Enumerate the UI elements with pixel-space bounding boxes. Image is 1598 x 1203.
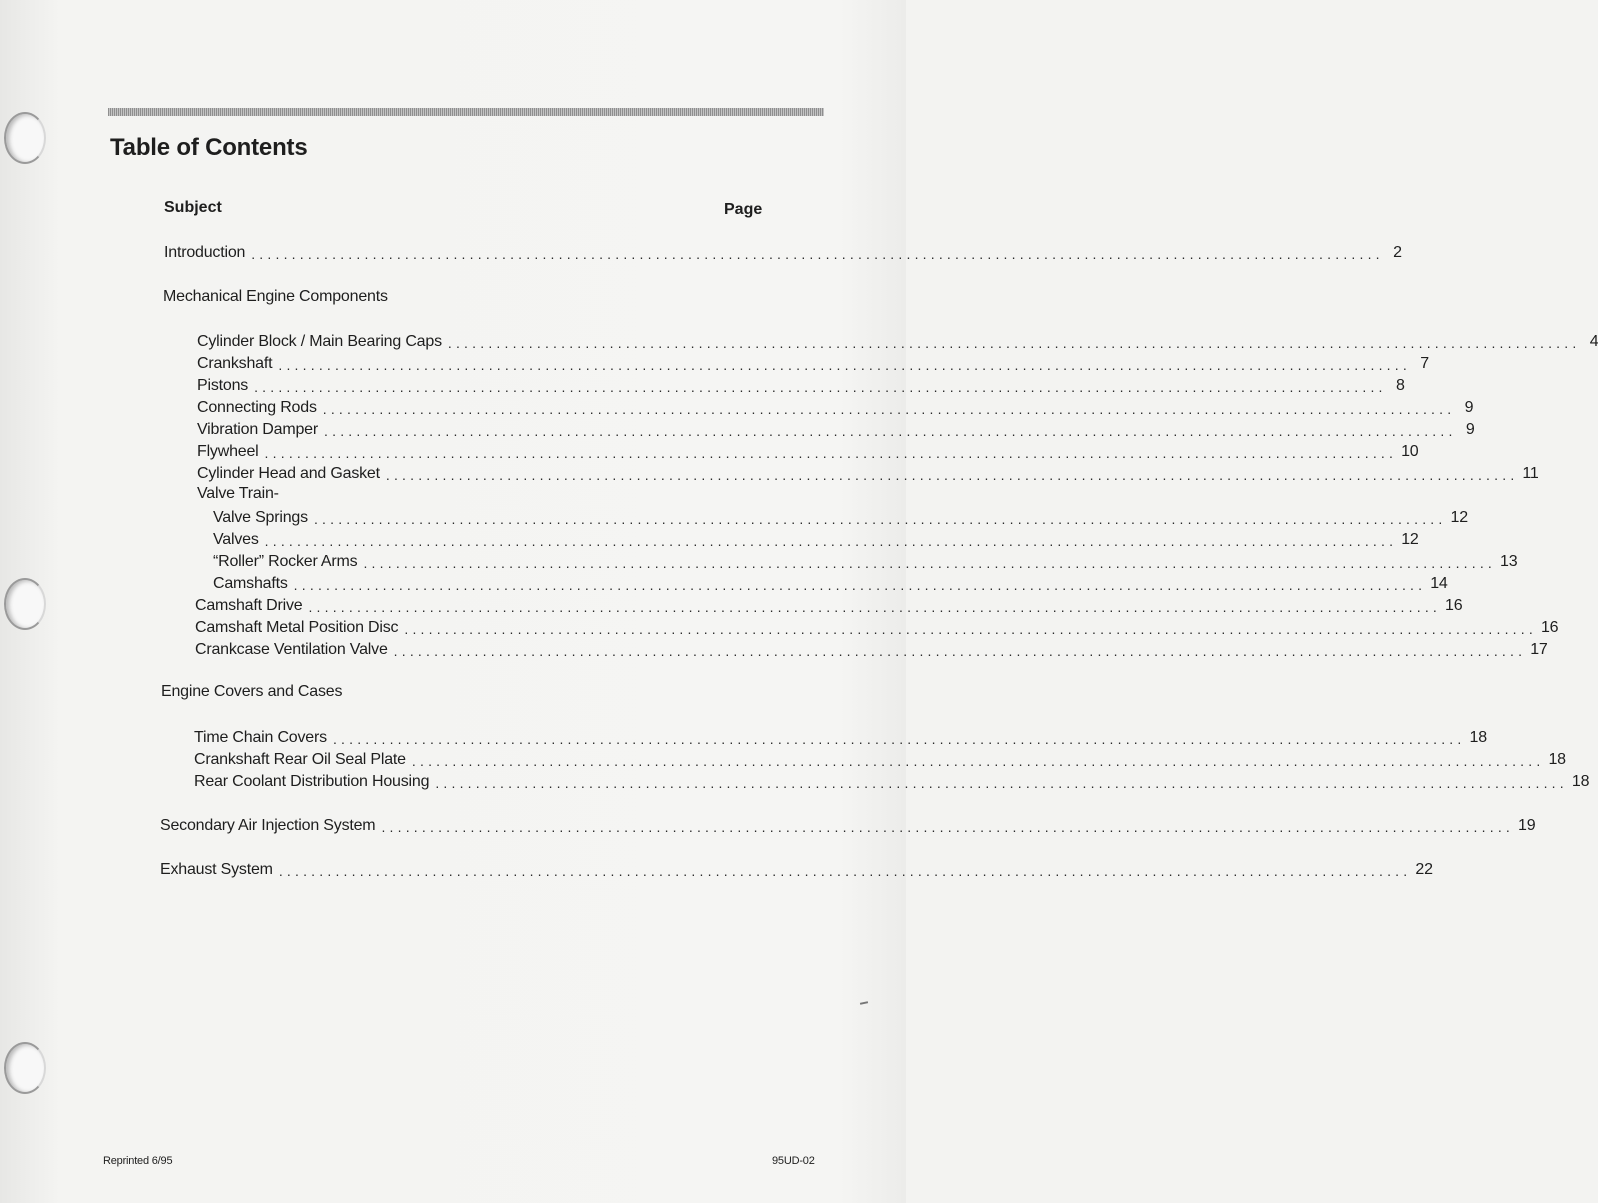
toc-entry-label: “Roller” Rocker Arms <box>213 553 358 570</box>
header-rule <box>108 108 824 116</box>
toc-page-number: 18 <box>1571 773 1590 790</box>
toc-entry-label: Flywheel <box>197 443 259 460</box>
dot-leader: ............................................................................................................................................ <box>447 335 1581 351</box>
toc-row-oil-seal-plate[interactable] <box>194 749 1566 769</box>
toc-entry-label: Introduction <box>164 244 246 261</box>
dot-leader: ............................................................................................................................................ <box>381 819 1515 835</box>
toc-entry-label: Camshaft Drive <box>195 597 303 614</box>
toc-page-number: 18 <box>1548 751 1566 768</box>
toc-entry-label: Valves <box>213 531 259 548</box>
dot-leader: ............................................................................................................................................ <box>313 511 1447 527</box>
toc-page-number: 4 <box>1589 333 1598 350</box>
binder-hole-middle <box>4 578 46 630</box>
toc-entry-label: Rear Coolant Distribution Housing <box>194 773 430 790</box>
toc-entry-label: Crankshaft Rear Oil Seal Plate <box>194 751 406 768</box>
toc-page-number: 9 <box>1465 421 1475 438</box>
toc-row-secondary-air[interactable] <box>160 815 1536 835</box>
toc-entry-label: Connecting Rods <box>197 399 317 416</box>
toc-entry-label: Cylinder Head and Gasket <box>197 465 380 482</box>
toc-row-crankcase-ventilation[interactable] <box>195 639 1548 659</box>
toc-page-number: 17 <box>1530 641 1548 658</box>
toc-page-number: 8 <box>1395 377 1405 394</box>
toc-row-valves[interactable] <box>213 529 1419 549</box>
toc-row-coolant-housing[interactable] <box>194 771 1590 791</box>
dot-leader: ............................................................................................................................................ <box>324 423 1457 439</box>
toc-entry-label: Exhaust System <box>160 861 273 878</box>
dot-leader: ............................................................................................................................................ <box>404 621 1537 637</box>
toc-row-introduction[interactable] <box>164 242 1402 262</box>
toc-row-pistons[interactable] <box>197 375 1405 395</box>
toc-page-number: 7 <box>1420 355 1429 372</box>
toc-entry-label: Camshafts <box>213 575 288 592</box>
dot-leader: ............................................................................................................................................ <box>308 599 1442 615</box>
dot-leader: ............................................................................................................................................ <box>435 775 1568 791</box>
toc-row-camshaft-drive[interactable] <box>195 595 1463 615</box>
toc-entry-label: Time Chain Covers <box>194 729 327 746</box>
toc-page-number: 14 <box>1430 575 1448 592</box>
dot-leader: ............................................................................................................................................ <box>322 401 1456 417</box>
toc-page-number: 2 <box>1393 244 1402 261</box>
toc-row-vibration-damper[interactable] <box>197 419 1475 439</box>
binder-hole-top <box>4 112 46 164</box>
toc-page-number: 10 <box>1401 443 1419 460</box>
toc-row-valve-springs[interactable] <box>213 507 1468 527</box>
dot-leader: ............................................................................................................................................ <box>254 379 1387 395</box>
toc-entry-label: Crankcase Ventilation Valve <box>195 641 388 658</box>
toc-row-cylinder-head[interactable] <box>197 463 1539 483</box>
toc-entry-label: Valve Springs <box>213 509 308 526</box>
toc-row-roller-rocker-arms[interactable] <box>213 551 1518 571</box>
toc-page-number: 18 <box>1469 729 1487 746</box>
section-header-mechanical: Mechanical Engine Components <box>163 288 388 305</box>
toc-entry-label: Secondary Air Injection System <box>160 817 376 834</box>
toc-page-number: 22 <box>1415 861 1433 878</box>
toc-row-connecting-rods[interactable] <box>197 397 1474 417</box>
dot-leader: ............................................................................................................................................ <box>264 445 1398 461</box>
dot-leader: ............................................................................................................................................ <box>264 533 1398 549</box>
dot-leader: ............................................................................................................................................ <box>332 731 1466 747</box>
toc-page-number: 9 <box>1464 399 1474 416</box>
binder-hole-bottom <box>4 1042 46 1094</box>
toc-page-number: 13 <box>1500 553 1518 570</box>
toc-page-number: 11 <box>1522 465 1539 482</box>
dot-leader: ............................................................................................................................................ <box>278 357 1411 373</box>
subsection-header-valve-train: Valve Train- <box>197 485 279 502</box>
toc-row-camshafts[interactable] <box>213 573 1448 593</box>
dot-leader: ............................................................................................................................................ <box>411 753 1545 769</box>
dot-leader: ............................................................................................................................................ <box>363 555 1497 571</box>
toc-page-number: 16 <box>1445 597 1463 614</box>
dot-leader: ............................................................................................................................................ <box>251 246 1384 262</box>
section-header-covers: Engine Covers and Cases <box>161 683 343 700</box>
toc-row-exhaust[interactable] <box>160 859 1433 879</box>
page-title: Table of Contents <box>110 134 308 161</box>
dot-leader: ............................................................................................................................................ <box>385 467 1519 483</box>
toc-page-number: 19 <box>1518 817 1536 834</box>
toc-row-flywheel[interactable] <box>197 441 1419 461</box>
toc-entry-label: Camshaft Metal Position Disc <box>195 619 399 636</box>
toc-row-time-chain-covers[interactable] <box>194 727 1487 747</box>
footer-document-code: 95UD-02 <box>772 1155 815 1167</box>
toc-page-number: 16 <box>1540 619 1559 636</box>
toc-entry-label: Crankshaft <box>197 355 273 372</box>
toc-entry-label: Cylinder Block / Main Bearing Caps <box>197 333 442 350</box>
subject-column-header: Subject <box>164 199 222 216</box>
toc-row-crankshaft[interactable] <box>197 353 1429 373</box>
footer-reprint-note: Reprinted 6/95 <box>103 1155 173 1167</box>
dot-leader: ............................................................................................................................................ <box>278 863 1412 879</box>
toc-row-cylinder-block[interactable] <box>197 331 1598 351</box>
toc-page-number: 12 <box>1401 531 1419 548</box>
dot-leader: ............................................................................................................................................ <box>293 577 1427 593</box>
toc-page-number: 12 <box>1450 509 1468 526</box>
toc-entry-label: Pistons <box>197 377 249 394</box>
page-column-header: Page <box>724 201 763 218</box>
toc-entry-label: Vibration Damper <box>197 421 319 438</box>
dot-leader: ............................................................................................................................................ <box>393 643 1527 659</box>
toc-row-camshaft-position-disc[interactable] <box>195 617 1559 637</box>
